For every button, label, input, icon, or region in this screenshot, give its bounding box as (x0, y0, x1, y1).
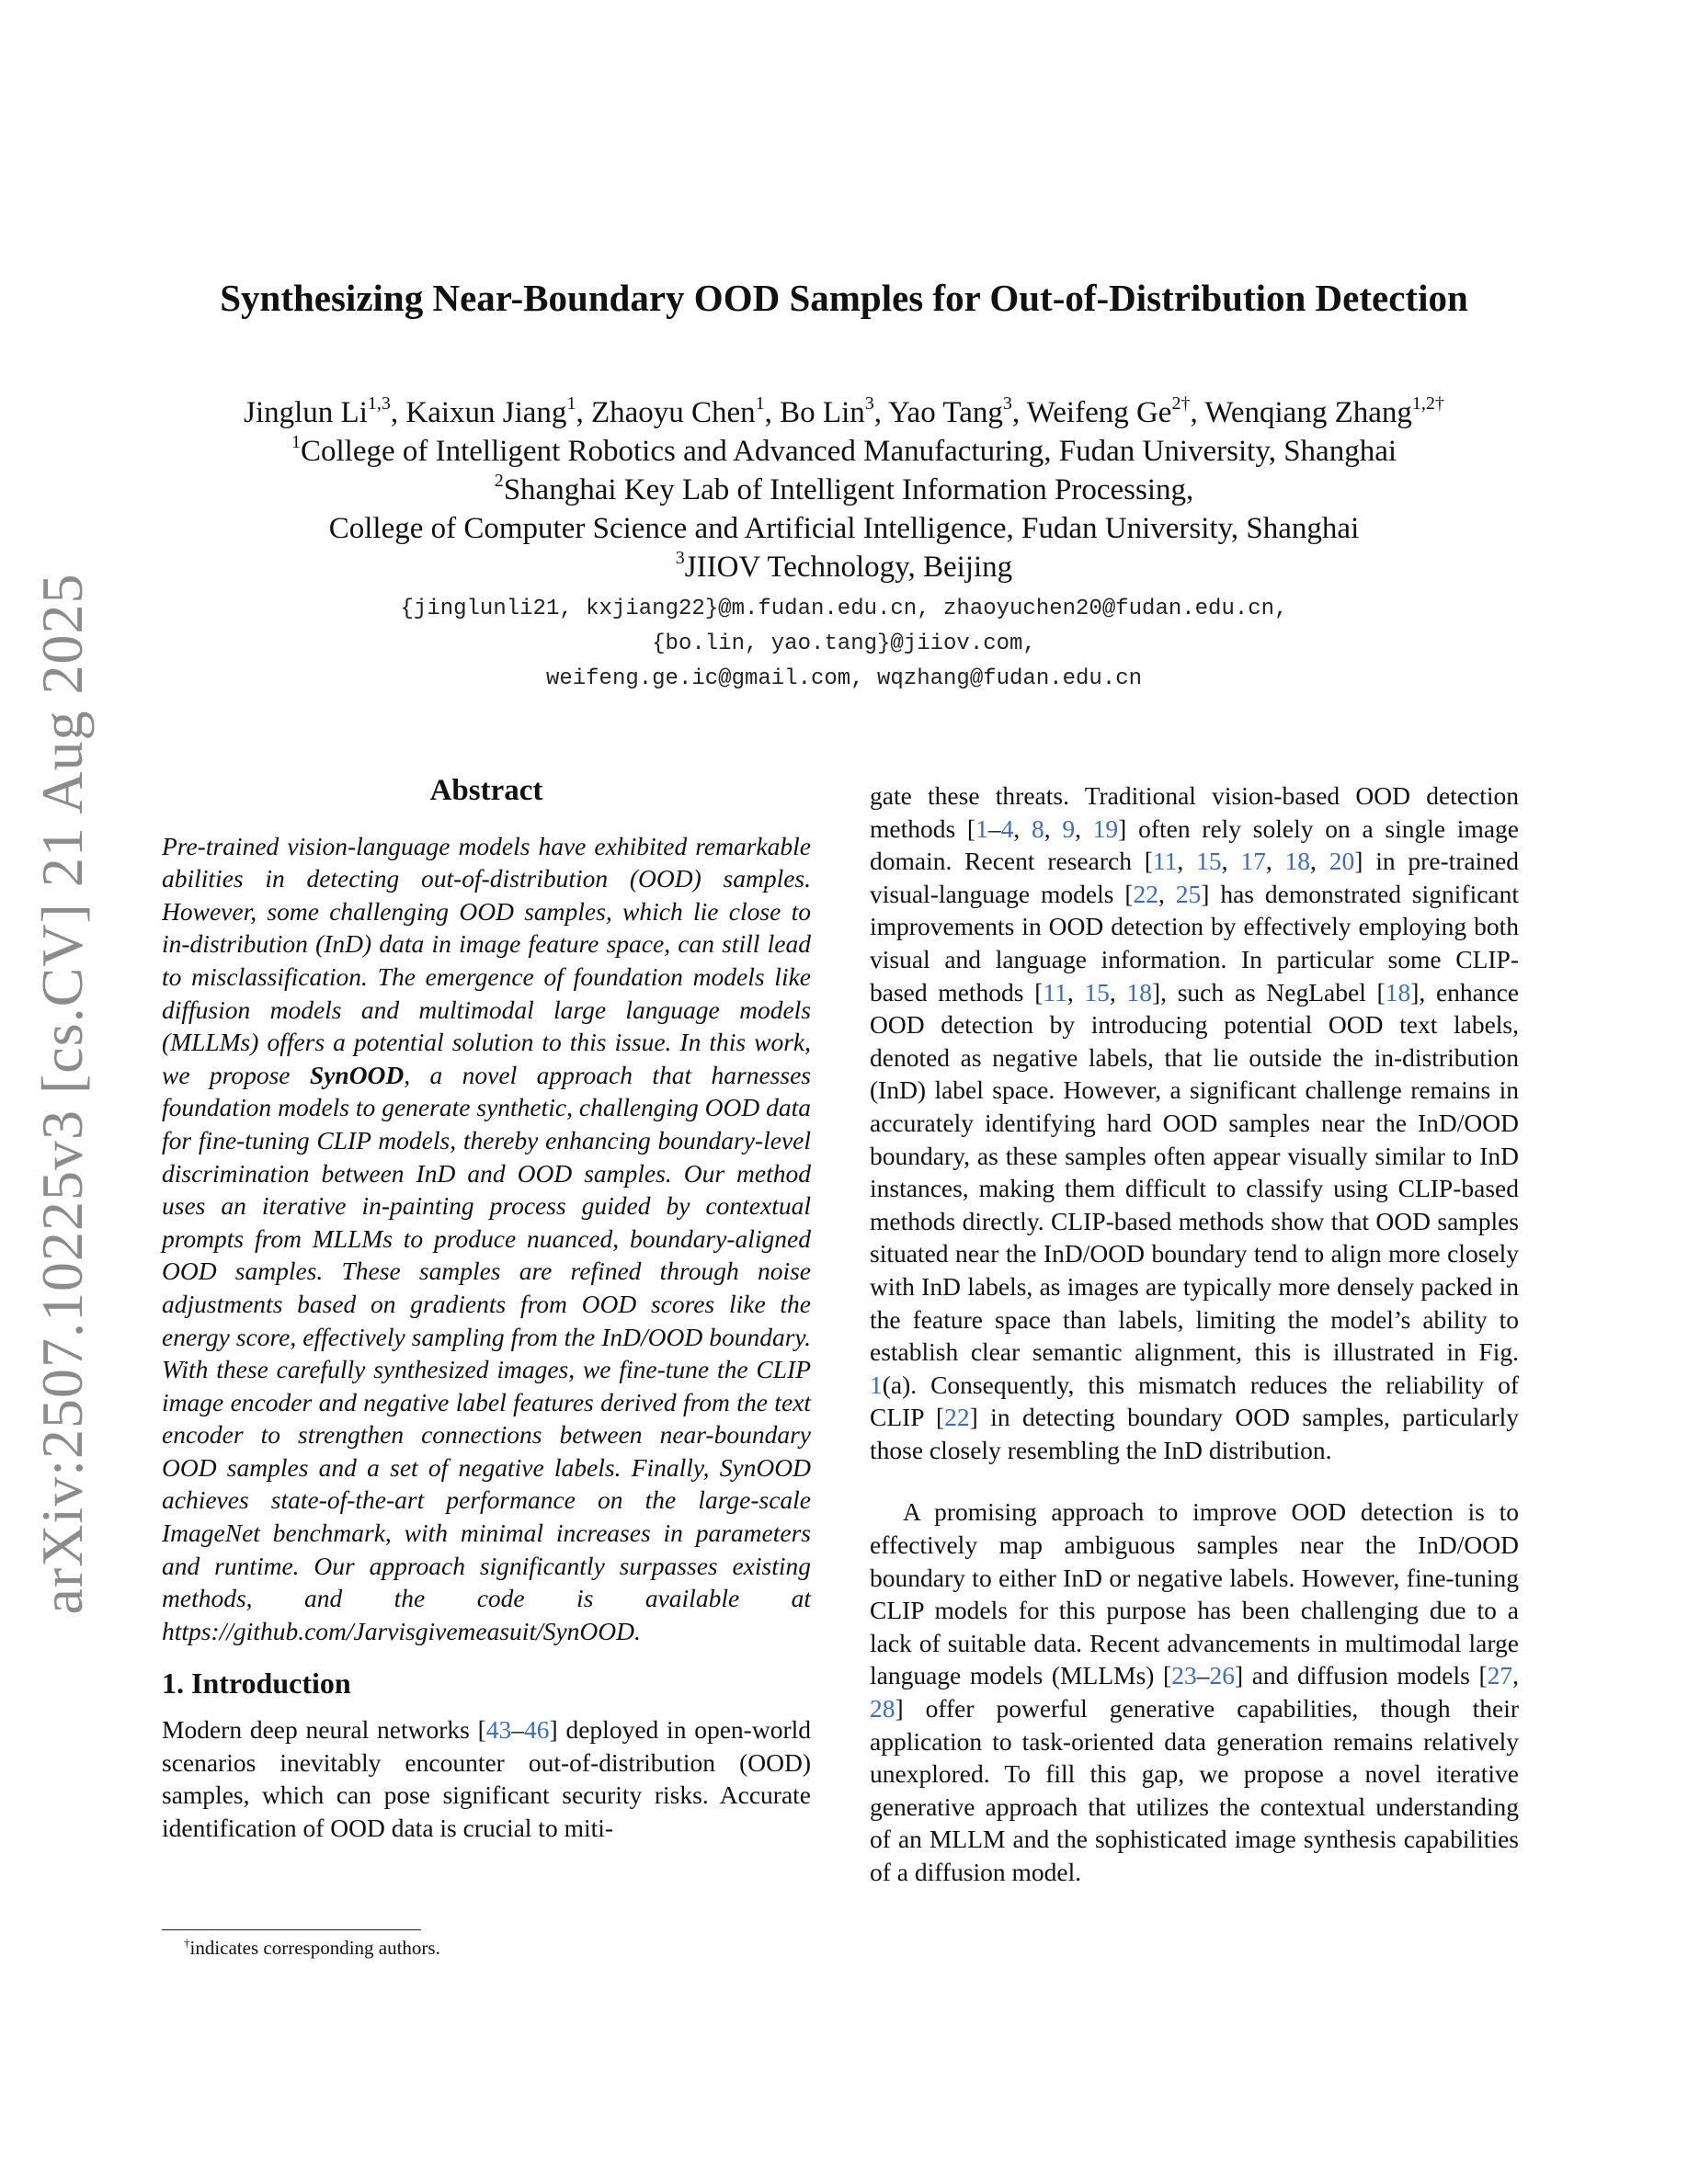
figure-link[interactable]: 1 (870, 1370, 883, 1399)
author-sup: 1,3 (367, 393, 391, 414)
paper-title: Synthesizing Near-Boundary OOD Samples for Out-of-Distribution Detection (220, 277, 1468, 319)
author-sup: 1,2† (1411, 393, 1444, 414)
arxiv-sidebar (17, 573, 108, 1615)
citation-link[interactable]: 4 (1000, 813, 1014, 843)
author-name: , Kaixun Jiang (390, 396, 567, 429)
author-name: Jinglun Li (244, 396, 368, 429)
citation-link[interactable]: 23 (1171, 1661, 1197, 1690)
citation-link[interactable]: 18 (1385, 977, 1411, 1007)
author-name: , Bo Lin (764, 396, 865, 429)
author-name: , Yao Tang (873, 396, 1003, 429)
abstract-text: Pre-trained vision-language models have exhibited remarkable abilities in detecting out-of-distribution (OOD) samples. However, some challenging OOD samples, which lie close to in-distribution (InD) data in image feature space, can still lead to misclassification. The emergence of foundation models like diffusion models and multimodal large language models (MLLMs) offers a potential solution to this issue. In this work, we propose SynOOD, a novel approach that harnesses foundation models to generate synthetic, challenging OOD data for fine-tuning CLIP models, thereby enhancing boundary-level discrimination between InD and OOD samples. Our method uses an iterative in-painting process guided by contextual prompts from MLLMs to produce nuanced, boundary-aligned OOD samples. These samples are refined through noise adjustments based on gradients from OOD scores like the energy score, effectively sampling from the InD/OOD boundary. With these carefully synthesized images, we fine-tune the CLIP image encoder and negative label features derived from the text encoder to strengthen connections between near-boundary OOD samples and a set of negative labels. Finally, SynOOD achieves state-of-the-art performance on the large-scale ImageNet benchmark, with minimal increases in parameters and runtime. Our approach significantly surpasses existing methods, and the code is available at https://github.com/Jarvisgivemeasuit/SynOOD. (162, 831, 811, 1645)
citation-link[interactable]: 26 (1209, 1661, 1235, 1690)
citation-link[interactable]: 8 (1031, 813, 1044, 843)
citation-link[interactable]: 15 (1196, 847, 1222, 876)
citation-link[interactable]: 18 (1284, 847, 1311, 876)
citation-link[interactable]: 25 (1175, 879, 1202, 908)
affiliation-2a: $^2$Shanghai Key Lab of Intelligent Information Processing, (494, 471, 1194, 506)
citation-link[interactable]: 19 (1092, 813, 1119, 843)
footnote: †indicates corresponding authors. (184, 1936, 440, 1959)
section-heading: 1. Introduction (162, 1666, 351, 1701)
citation-link[interactable]: 18 (1126, 977, 1152, 1007)
affiliation-3: $^3$JIIOV Technology, Beijing (675, 548, 1013, 584)
affiliation-2b: College of Computer Science and Artificial Intelligence, Fudan University, Shanghai (328, 512, 1360, 545)
abstract-heading: Abstract (429, 774, 543, 807)
citation-link[interactable]: 43 (485, 1715, 512, 1745)
intro-paragraph-2: A promising approach to improve OOD detection is to effectively map ambiguous samples near the InD/OOD boundary to either InD or negative labels. However, fine-tuning CLIP models for this purpose has been challenging due to a lack of suitable data. Recent advancements in multimodal large language models (MLLMs) [23–26] and diffusion models [27, 28] offer powerful generative capabilities, though their application to task-oriented data generation remains relatively unexplored. To fill this gap, we propose a novel iterative generative approach that utilizes the contextual understanding of an MLLM and the sophisticated image synthesis capabilities of a diffusion model. (870, 1497, 1519, 1886)
author-sup: 1 (755, 393, 765, 414)
author-sup: 1 (566, 393, 576, 414)
citation-link[interactable]: 11 (1152, 847, 1178, 876)
right-column (870, 779, 1519, 1889)
author-block (0, 393, 1688, 586)
email-block (0, 592, 1688, 697)
email-line: {bo.lin, yao.tang}@jiiov.com, (652, 631, 1036, 656)
author-name: , Wenqiang Zhang (1190, 396, 1412, 429)
affiliation-1: $^1$College of Intelligent Robotics and Advanced Manufacturing, Fudan University, Shanghai (291, 432, 1397, 468)
citation-link[interactable]: 22 (944, 1403, 970, 1432)
citation-link[interactable]: 28 (870, 1694, 895, 1723)
citation-link[interactable]: 17 (1240, 847, 1266, 876)
email-line: {jinglunli21, kxjiang22}@m.fudan.edu.cn, zhaoyuchen20@fudan.edu.cn, (400, 597, 1288, 621)
author-list (0, 393, 1688, 432)
citation-link[interactable]: 11 (1043, 977, 1067, 1007)
intro-paragraph: Modern deep neural networks [43–46] deployed in open-world scenarios inevitably encounter out-of-distribution (OOD) samples, which can pose significant security risks. Accurate identification of OOD data is crucial to miti- (162, 1715, 811, 1842)
citation-link[interactable]: 9 (1062, 813, 1076, 843)
footnote-rule (162, 1929, 421, 1930)
author-sup: 3 (1002, 393, 1012, 414)
author-name: , Zhaoyu Chen (576, 396, 756, 429)
left-column (162, 775, 811, 1844)
arxiv-identifier: arXiv:2507.10225v3 [cs.CV] 21 Aug 2025 (29, 573, 95, 1615)
citation-link[interactable]: 15 (1084, 977, 1110, 1007)
author-sup: 3 (864, 393, 874, 414)
citation-link[interactable]: 46 (524, 1715, 550, 1745)
citation-link[interactable]: 22 (1133, 879, 1158, 908)
method-name: SynOOD (309, 1060, 405, 1089)
intro-paragraph: gate these threats. Traditional vision-based OOD detection methods [1–4, 8, 9, 19] often rely solely on a single image domain. Recent research [11, 15, 17, 18, 20] in pre-trained visual-language models [22, 25] has demonstrated significant improvements in OOD detection by effectively employing both visual and language information. In particular some CLIP-based methods [11, 15, 18], such as NegLabel [18], enhance OOD detection by introducing potential OOD text labels, denoted as negative labels, that lie outside the in-distribution (InD) label space. However, a significant challenge remains in accurately identifying hard OOD samples near the InD/OOD boundary, as these samples often appear visually similar to InD instances, making them difficult to classify using CLIP-based methods directly. CLIP-based methods show that OOD samples situated near the InD/OOD boundary tend to align more closely with InD labels, as images are typically more densely packed in the feature space than labels, limiting the model’s ability to establish clear semantic alignment, this is illustrated in Fig. 1(a). Consequently, this mismatch reduces the reliability of CLIP [22] in detecting boundary OOD samples, particularly those closely resembling the InD distribution. (870, 781, 1520, 1464)
email-line: weifeng.ge.ic@gmail.com, wqzhang@fudan.edu.cn (545, 666, 1143, 691)
citation-link[interactable]: 20 (1329, 847, 1355, 876)
citation-link[interactable]: 1 (975, 813, 988, 843)
author-name: , Weifeng Ge (1011, 396, 1172, 429)
author-sup: 2† (1171, 393, 1191, 414)
citation-link[interactable]: 27 (1487, 1661, 1513, 1690)
